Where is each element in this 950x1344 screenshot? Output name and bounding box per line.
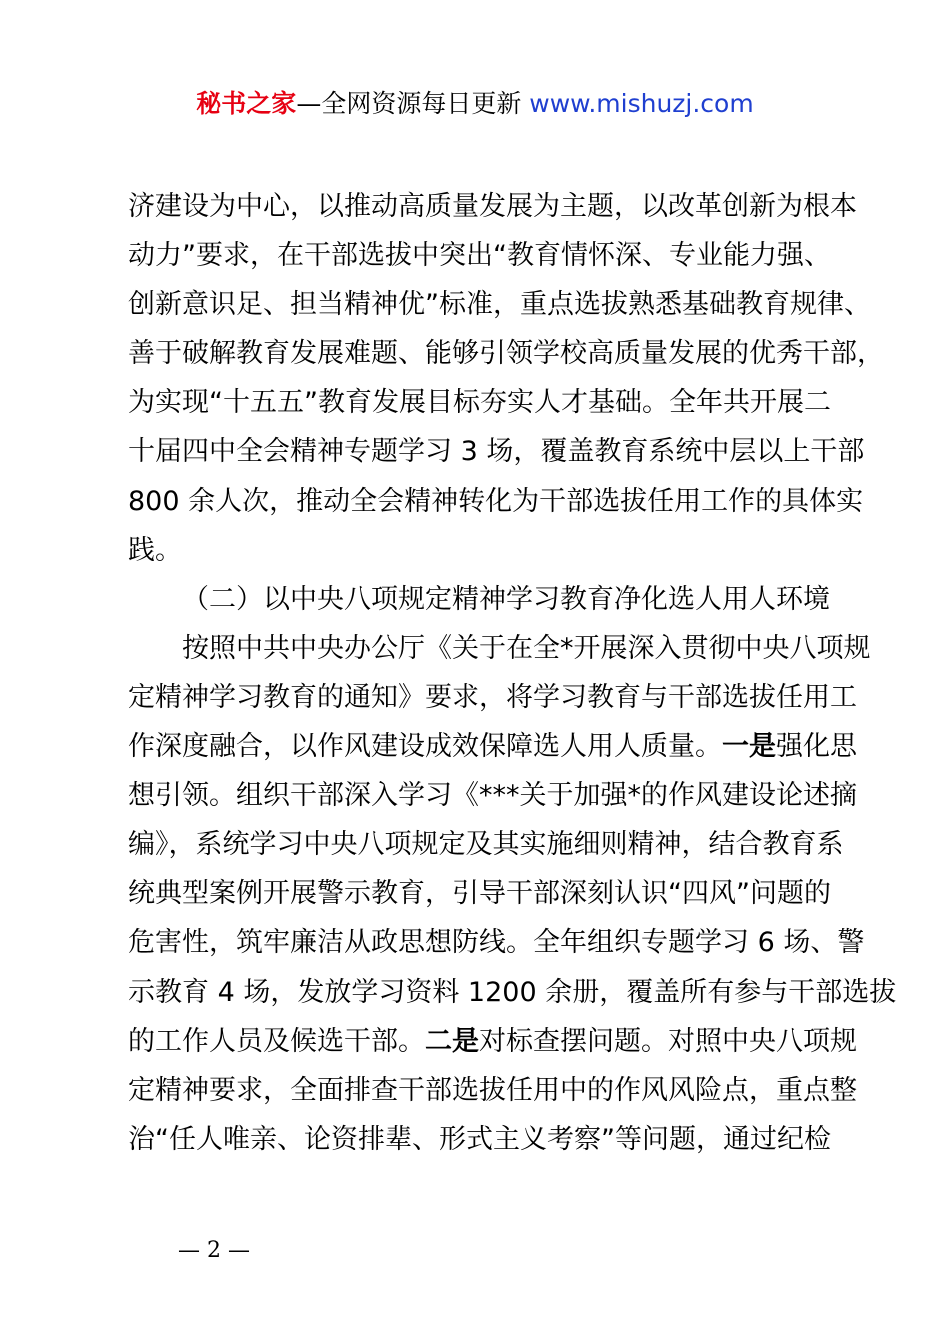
site-url-link[interactable]: www.mishuzj.com [529, 89, 754, 118]
paragraph-line: 动力”要求，在干部选拔中突出“教育情怀深、专业能力强、 [128, 240, 831, 272]
paragraph-line: 践。 [128, 534, 182, 566]
section-heading: （二）以中央八项规定精神学习教育净化选人用人环境 [182, 583, 830, 615]
paragraph-line: 统典型案例开展警示教育，引导干部深刻认识“四风”问题的 [128, 878, 831, 910]
brand-name: 秘书之家 [196, 89, 297, 118]
paragraph-line: 治“任人唯亲、论资排辈、形式主义考察”等问题，通过纪检 [128, 1123, 831, 1155]
paragraph-line: 示教育 4 场，发放学习资料 1200 余册，覆盖所有参与干部选拔 [128, 976, 897, 1008]
document-body [128, 182, 897, 1164]
site-header [0, 86, 950, 122]
paragraph-line: 善于破解教育发展难题、能够引领学校高质量发展的优秀干部， [128, 338, 884, 370]
paragraph-line: 十届四中全会精神专题学习 3 场，覆盖教育系统中层以上干部 [128, 436, 865, 468]
emphasis-second: 二是 [425, 1025, 479, 1057]
paragraph-text: 对标查摆问题。对照中央八项规 [479, 1025, 857, 1057]
emphasis-first: 一是 [722, 731, 776, 763]
paragraph-line: 编》，系统学习中央八项规定及其实施细则精神，结合教育系 [128, 829, 844, 861]
page-number: — 2 — [178, 1238, 250, 1263]
paragraph-line [128, 1017, 857, 1066]
paragraph-line: 创新意识足、担当精神优”标准，重点选拔熟悉基础教育规律、 [128, 289, 871, 321]
paragraph-line: 为实现“十五五”教育发展目标夯实人才基础。全年共开展二 [128, 387, 831, 419]
paragraph-line [128, 722, 857, 771]
paragraph-line: 定精神学习教育的通知》要求，将学习教育与干部选拔任用工 [128, 681, 857, 713]
header-slogan: —全网资源每日更新 [296, 89, 522, 118]
paragraph-text: 作深度融合，以作风建设成效保障选人用人质量。 [128, 731, 722, 763]
paragraph-text: 强化思 [776, 731, 857, 763]
paragraph-line: 想引领。组织干部深入学习《***关于加强*的作风建设论述摘 [128, 780, 857, 812]
paragraph-text: 的工作人员及候选干部。 [128, 1025, 425, 1057]
paragraph-line: 危害性，筑牢廉洁从政思想防线。全年组织专题学习 6 场、警 [128, 927, 865, 959]
paragraph-line: 定精神要求，全面排查干部选拔任用中的作风风险点，重点整 [128, 1074, 857, 1106]
paragraph-line: 济建设为中心，以推动高质量发展为主题，以改革创新为根本 [128, 191, 857, 222]
paragraph-line: 按照中共中央办公厅《关于在全*开展深入贯彻中央八项规 [182, 632, 871, 664]
paragraph-line: 800 余人次，推动全会精神转化为干部选拔任用工作的具体实 [128, 485, 864, 517]
